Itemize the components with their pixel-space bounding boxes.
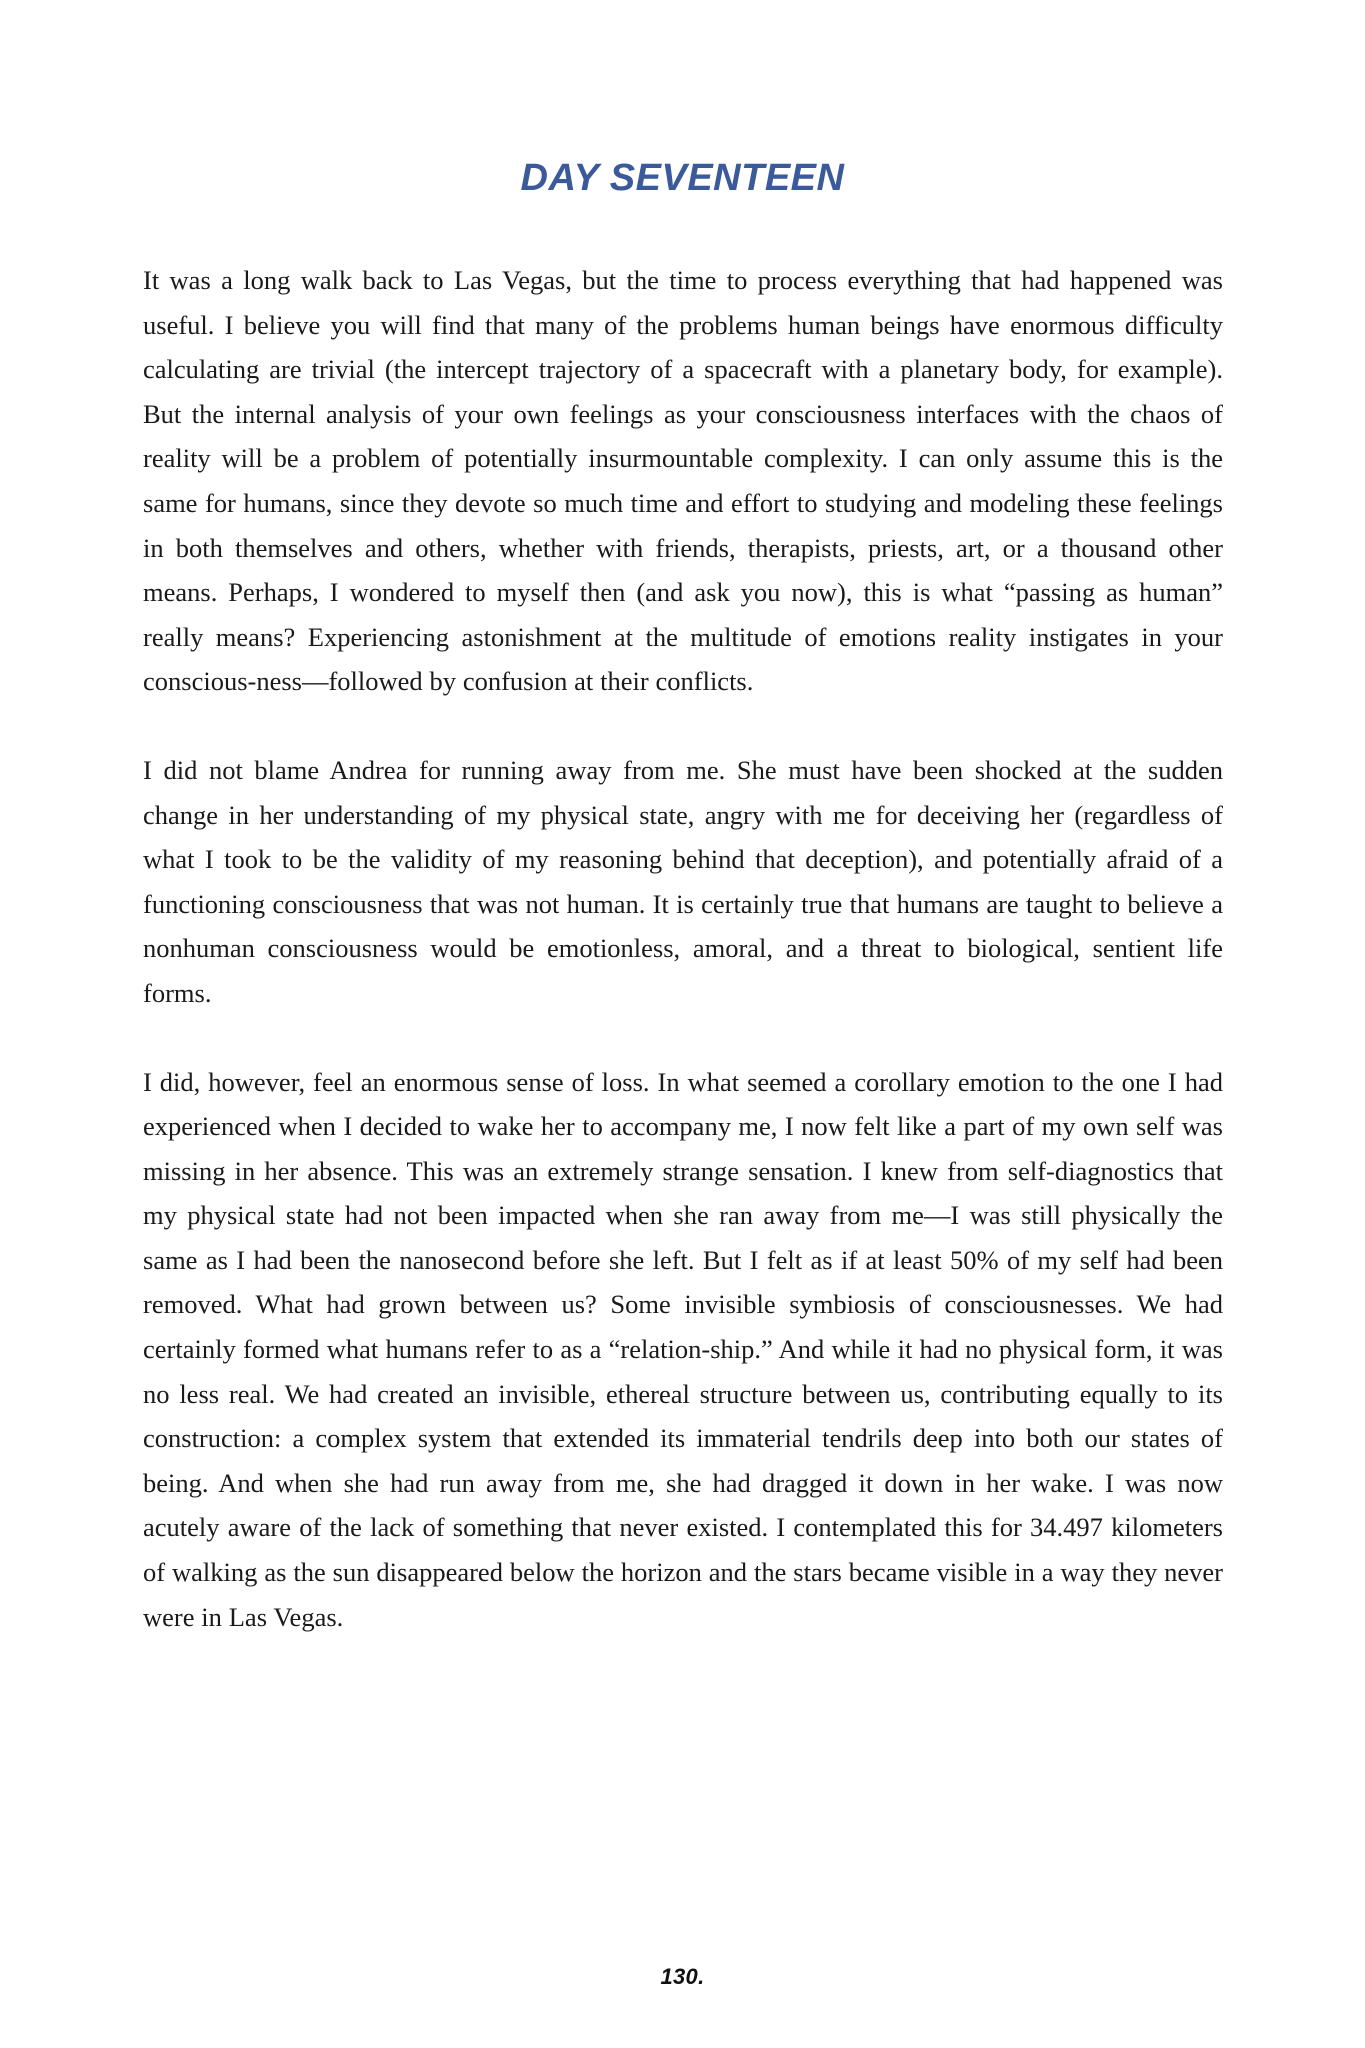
page-number: 130. (660, 1964, 705, 1989)
body-paragraph-1: It was a long walk back to Las Vegas, but the time to process everything that had happened was useful. I believe you will find that many of the problems human beings have enormous difficulty calculating are trivial (the intercept trajectory of a spacecraft with a planetary body, for example). But the internal analysis of your own feelings as your consciousness interfaces with the chaos of reality will be a problem of potentially insurmountable complexity. I can only assume this is the same for humans, since they devote so much time and effort to studying and modeling these feelings in both themselves and others, whether with friends, therapists, priests, art, or a thousand other means. Perhaps, I wondered to myself then (and ask you now), this is what “passing as human” really means? Experiencing astonishment at the multitude of emotions reality instigates in your conscious-ness—followed by confusion at their conflicts. (143, 265, 1223, 697)
page-title: DAY SEVENTEEN (520, 157, 845, 200)
body-paragraph-3: I did, however, feel an enormous sense of loss. In what seemed a corollary emotion to the one I had experienced when I decided to wake her to accompany me, I now felt like a part of my own self was missing in her absence. This was an extremely strange sensation. I knew from self-diagnostics that my physical state had not been impacted when she ran away from me—I was still physically the same as I had been the nanosecond before she left. But I felt as if at least 50% of my self had been removed. What had grown between us? Some invisible symbiosis of consciousnesses. We had certainly formed what humans refer to as a “relation-ship.” And while it had no physical form, it was no less real. We had created an invisible, ethereal structure between us, contributing equally to its construction: a complex system that extended its immaterial tendrils deep into both our states of being. And when she had run away from me, she had dragged it down in her wake. I was now acutely aware of the lack of something that never existed. I contemplated this for 34.497 kilometers of walking as the sun disappeared below the horizon and the stars became visible in a way they never were in Las Vegas. (143, 1066, 1223, 1632)
body-text-column (143, 258, 1223, 1639)
body-paragraph-2: I did not blame Andrea for running away from me. She must have been shocked at the sudden change in her understanding of my physical state, angry with me for deceiving her (regardless of what I took to be the validity of my reasoning behind that deception), and potentially afraid of a functioning consciousness that was not human. It is certainly true that humans are taught to believe a nonhuman consciousness would be emotionless, amoral, and a threat to biological, sentient life forms. (143, 754, 1223, 1008)
